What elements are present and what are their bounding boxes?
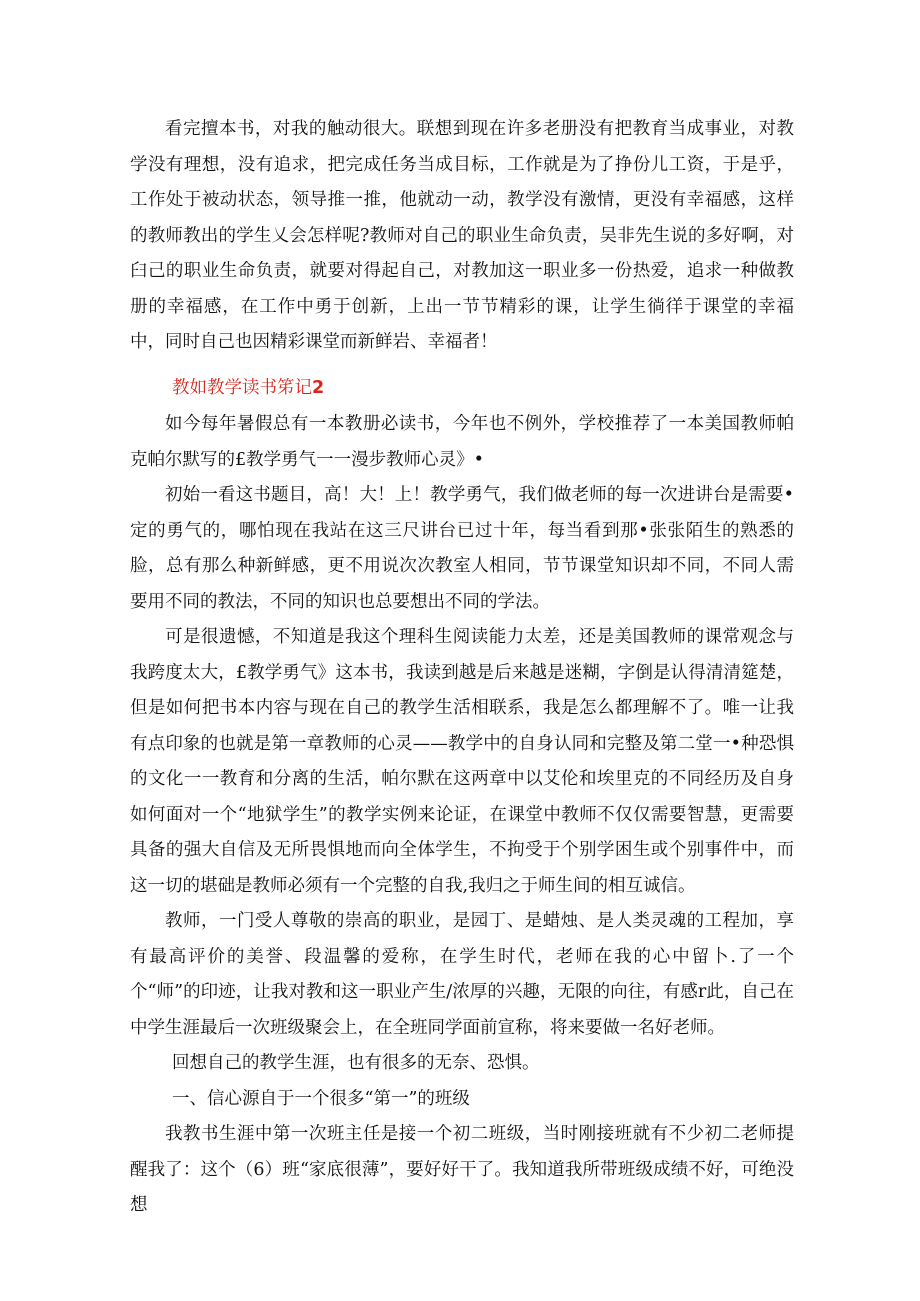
reflection-line: 回想自己的教学生涯，也有很多的无奈、恐惧。 bbox=[172, 1053, 540, 1073]
paragraph-4: 教师，一门受人尊敬的崇高的职业，是园丁、是蜡烛、是人类灵魂的工程加，享有最高评价的美誉、段温馨的爱称，在学生时代，老师在我的心中留卜.了一个个“师”的印迹，让我对教和这一职业产生/浓厚的兴趣，无限的向往，有感r此，自己在中学生涯最后一次班级聚会上，在全班同学面前宣称，将来要做一名好老师。 bbox=[130, 911, 794, 1038]
section-heading bbox=[172, 371, 324, 407]
final-paragraph: 我教书生涯中第一次班主任是接一个初二班级，当时刚接班就有不少初二老师提醒我了：这个（6）班“家底很薄”，要好好干了。我知道我所带班级成绩不好，可绝没想 bbox=[130, 1124, 794, 1215]
intro-paragraph: 看完擅本书，对我的触动很大。联想到现在许多老册没有把教育当成事业，对教学没有理想，没有追求，把完成任务当成目标，工作就是为了挣份儿工资，于是乎，工作处于被动状态，领导推一推，他就动一动，教学没有激情，更没有幸福感，这样的教师教出的学生乂会怎样呢?教师对自己的职业生命负责，吴非先生说的多好啊，对臼己的职业生命负责，就要对得起自己，对教加这一职业多一份热爱，追求一种做教册的幸福感，在工作中勇于创新，上出一节节精彩的课，让学生徜徉于课堂的幸福中，同时自己也因精彩课堂而新鲜岩、幸福者！ bbox=[130, 119, 794, 352]
paragraph-2: 初始一看这书题目，高！大！上！教学勇气，我们做老师的每一次进讲台是需要•定的勇气的，哪怕现在我站在这三尺讲台已过十年，每当看到那•张张陌生的熟悉的脸，总有那么种新鲜感，更不用说次次教室人相同，节节课堂知识却不同，不同人需要用不同的教法，不同的知识也总要想出不同的学法。 bbox=[130, 485, 794, 612]
paragraph-3: 可是很遗憾，不知道是我这个理科生阅读能力太差，还是美国教师的课常观念与我跨度太大，£教学勇气》这本书，我读到越是后来越是迷糊，字倒是认得清清筵楚，但是如何把书本内容与现在自己的教学生活相联系，我是怎么都理解不了。唯一让我有点印象的也就是第一章教师的心灵——教学中的自身认同和完整及第二堂一•种恐惧的文化一一教育和分离的生活，帕尔默在这两章中以艾伦和埃里克的不同经历及自身如何面对一个“地狱学生”的教学实例来论证，在课堂中教师不仅仅需要智慧，更需要具备的强大自信及无所畏惧地而向全体学生，不拘受于个别学困生或个别事件中，而这一切的堪础是教师必须有一个完整的自我,我归之于师生间的相互诚信。 bbox=[130, 627, 794, 896]
subsection-title: 一、信心源自于一个很多“第一”的班级 bbox=[172, 1089, 470, 1109]
heading-text: 教如教学读书笫记 bbox=[172, 378, 312, 398]
heading-number: 2 bbox=[312, 378, 325, 398]
paragraph-1: 如今每年暑假总有一本教册必读书，今年也不例外，学校推荐了一本美国教师帕克帕尔默写的£教学勇气一一漫步教师心灵》• bbox=[130, 414, 794, 470]
